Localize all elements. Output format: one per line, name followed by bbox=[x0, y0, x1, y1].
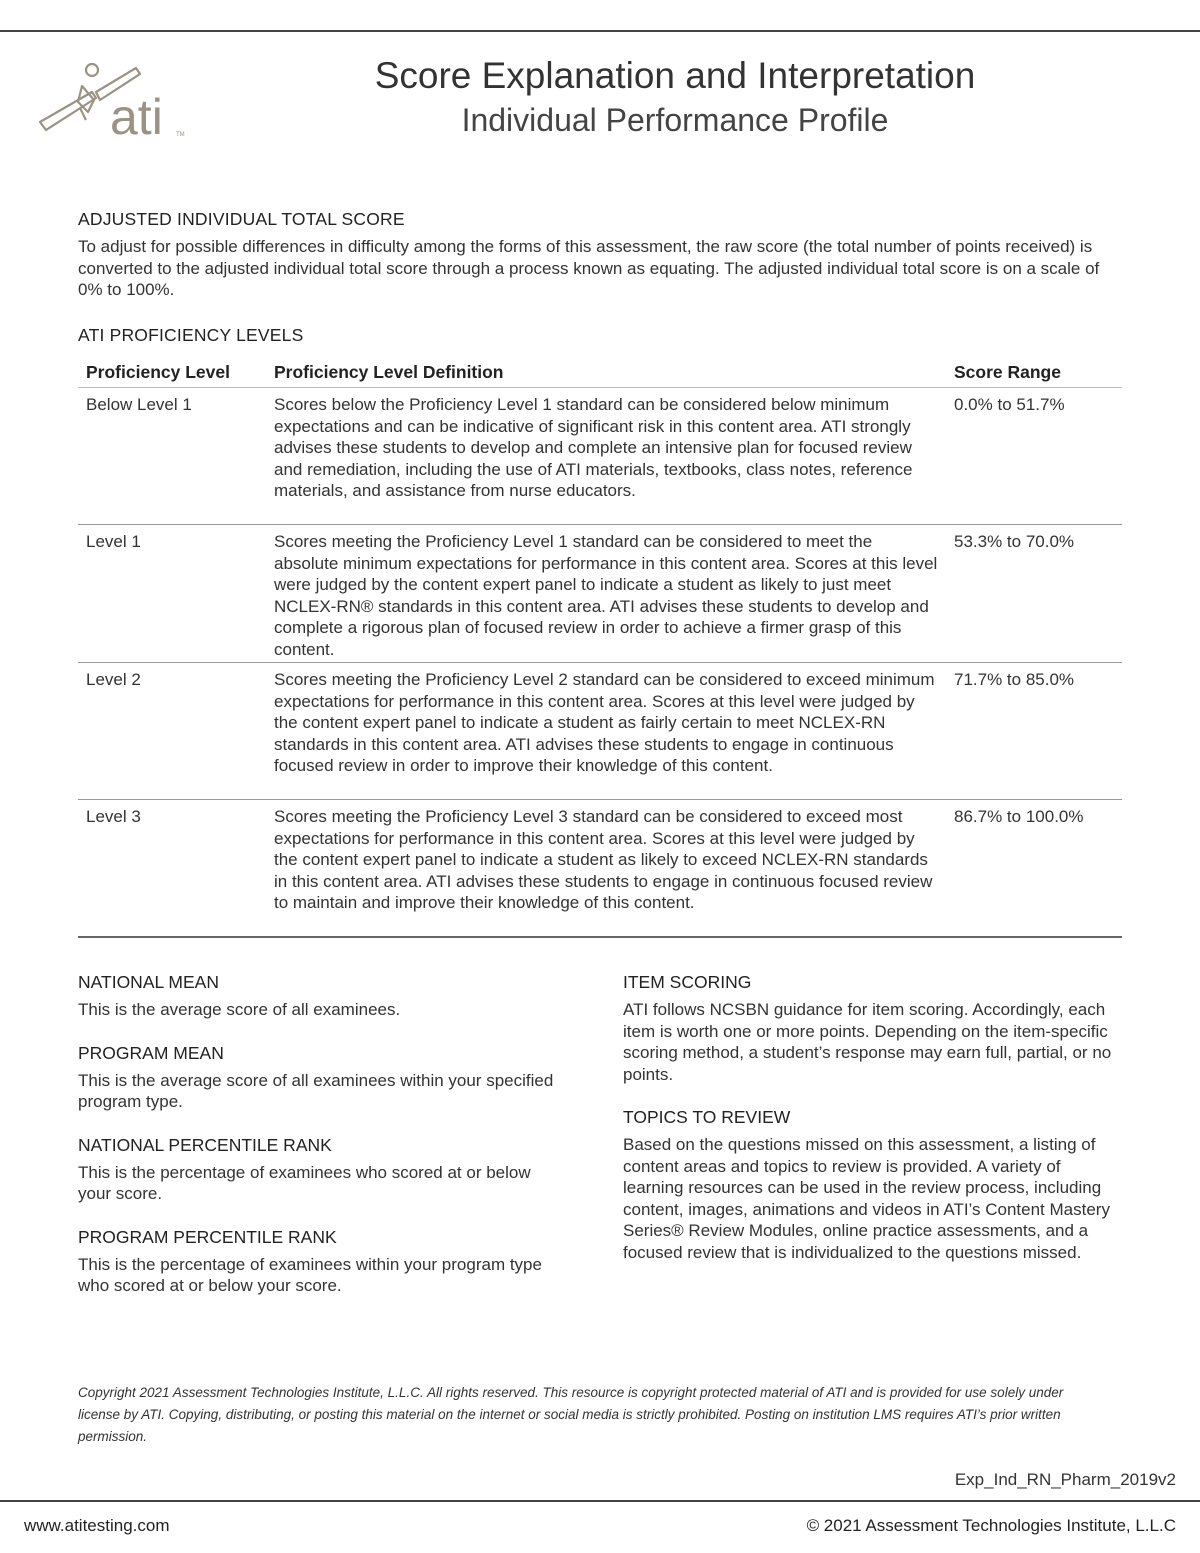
range-cell: 71.7% to 85.0% bbox=[946, 663, 1122, 800]
range-cell: 86.7% to 100.0% bbox=[946, 800, 1122, 938]
block-text: This is the percentage of examinees within your program type who scored at or below your score. bbox=[78, 1254, 542, 1295]
block-text: ATI follows NCSBN guidance for item scoring. Accordingly, each item is worth one or more points. Depending on the item-specific scoring method, a student’s response may earn full, partial, or no points. bbox=[623, 1000, 1112, 1084]
block-text: Based on the questions missed on this assessment, a listing of content areas and topics to review is provided. A variety of learning resources can be used in the review process, including content, images, animations and videos in ATI’s Content Mastery Series® Review Modules, online practice assessments, and a focused review that is individualized to the questions missed. bbox=[623, 1135, 1110, 1262]
table-row bbox=[78, 525, 1122, 663]
block-text: This is the percentage of examinees who scored at or below your score. bbox=[78, 1162, 531, 1203]
title-block bbox=[300, 54, 1050, 142]
website-link[interactable]: www.atitesting.com bbox=[24, 1516, 170, 1535]
adjusted-score-text: To adjust for possible differences in difficulty among the forms of this assessment, the raw score (the total number of points received) is converted to the adjusted individual total score through a process known as equating. The adjusted individual total score is on a scale of 0% to 100%. bbox=[78, 237, 1100, 299]
program-percentile-block bbox=[78, 1227, 568, 1297]
page-title: Score Explanation and Interpretation bbox=[374, 55, 976, 96]
column-header-range: Score Range bbox=[946, 358, 1122, 388]
level-cell: Level 3 bbox=[78, 800, 266, 938]
level-cell: Level 2 bbox=[78, 663, 266, 800]
range-cell: 53.3% to 70.0% bbox=[946, 525, 1122, 663]
proficiency-heading: ATI PROFICIENCY LEVELS bbox=[78, 325, 304, 345]
logo-wordmark: ati bbox=[110, 89, 163, 145]
page-subtitle: Individual Performance Profile bbox=[461, 102, 889, 138]
national-mean-block bbox=[78, 972, 568, 1021]
block-text: This is the average score of all examinees. bbox=[78, 1000, 401, 1019]
table-row bbox=[78, 663, 1122, 800]
ati-logo bbox=[36, 56, 196, 146]
copyright-notice: Copyright 2021 Assessment Technologies Institute, L.L.C. All rights reserved. This resource is copyright protected material of ATI and is provided for use solely under license by ATI. Copying, distributing, or posting this material on the internet or social media is strictly prohibited. Posting on institution LMS requires ATI’s prior written permission. bbox=[78, 1385, 1064, 1444]
block-text: This is the average score of all examinees within your specified program type. bbox=[78, 1070, 554, 1111]
definition-cell: Scores below the Proficiency Level 1 standard can be considered below minimum expectations and can be indicative of significant risk in this content area. ATI strongly advises these students to develop and complete an intensive plan for focused review and remediation, including the use of ATI materials, textbooks, class notes, reference materials, and assistance from nurse educators. bbox=[266, 388, 946, 525]
adjusted-score-heading: ADJUSTED INDIVIDUAL TOTAL SCORE bbox=[78, 209, 405, 229]
block-heading: ITEM SCORING bbox=[623, 972, 752, 992]
table-row bbox=[78, 800, 1122, 938]
column-header-definition: Proficiency Level Definition bbox=[266, 358, 946, 388]
column-header-level: Proficiency Level bbox=[78, 358, 266, 388]
block-heading: TOPICS TO REVIEW bbox=[623, 1107, 791, 1127]
definition-cell: Scores meeting the Proficiency Level 2 standard can be considered to exceed minimum expectations for performance in this content area. Scores at this level were judged by the content expert panel to indicate a student as fairly certain to meet NCLEX-RN standards in this content area. ATI advises these students to engage in continuous focused review in order to improve their knowledge of this content. bbox=[266, 663, 946, 800]
range-cell: 0.0% to 51.7% bbox=[946, 388, 1122, 525]
proficiency-table bbox=[78, 358, 1122, 938]
block-heading: PROGRAM PERCENTILE RANK bbox=[78, 1226, 337, 1247]
item-scoring-block bbox=[623, 972, 1123, 1085]
definition-cell: Scores meeting the Proficiency Level 3 standard can be considered to exceed most expectations for performance in this content area. Scores at this level were judged by the content expert panel to indicate a student as likely to exceed NCLEX-RN standards in this content area. ATI advises these students to engage in continuous focused review to maintain and improve their knowledge of this content. bbox=[266, 800, 946, 938]
svg-text:TM: TM bbox=[176, 132, 185, 138]
topics-to-review-block bbox=[623, 1107, 1123, 1263]
bottom-rule bbox=[0, 1500, 1200, 1502]
footer-copyright: © 2021 Assessment Technologies Institute, L.L.C bbox=[806, 1516, 1176, 1535]
table-header-row bbox=[78, 358, 1122, 388]
right-column bbox=[623, 972, 1123, 1285]
block-heading: NATIONAL MEAN bbox=[78, 972, 219, 992]
block-heading: NATIONAL PERCENTILE RANK bbox=[78, 1134, 332, 1155]
level-cell: Level 1 bbox=[78, 525, 266, 663]
national-percentile-block bbox=[78, 1135, 568, 1205]
level-cell: Below Level 1 bbox=[78, 388, 266, 525]
program-mean-block bbox=[78, 1043, 568, 1113]
top-rule bbox=[0, 30, 1200, 32]
table-row bbox=[78, 388, 1122, 525]
block-heading: PROGRAM MEAN bbox=[78, 1042, 224, 1063]
form-code: Exp_Ind_RN_Pharm_2019v2 bbox=[954, 1470, 1176, 1489]
left-column bbox=[78, 972, 568, 1319]
definition-cell: Scores meeting the Proficiency Level 1 standard can be considered to meet the absolute minimum expectations for performance in this content area. Scores at this level were judged by the content expert panel to indicate a student as likely to just meet NCLEX-RN® standards in this content area. ATI advises these students to develop and complete a rigorous plan of focused review in order to achieve a firmer grasp of this content. bbox=[266, 525, 946, 663]
